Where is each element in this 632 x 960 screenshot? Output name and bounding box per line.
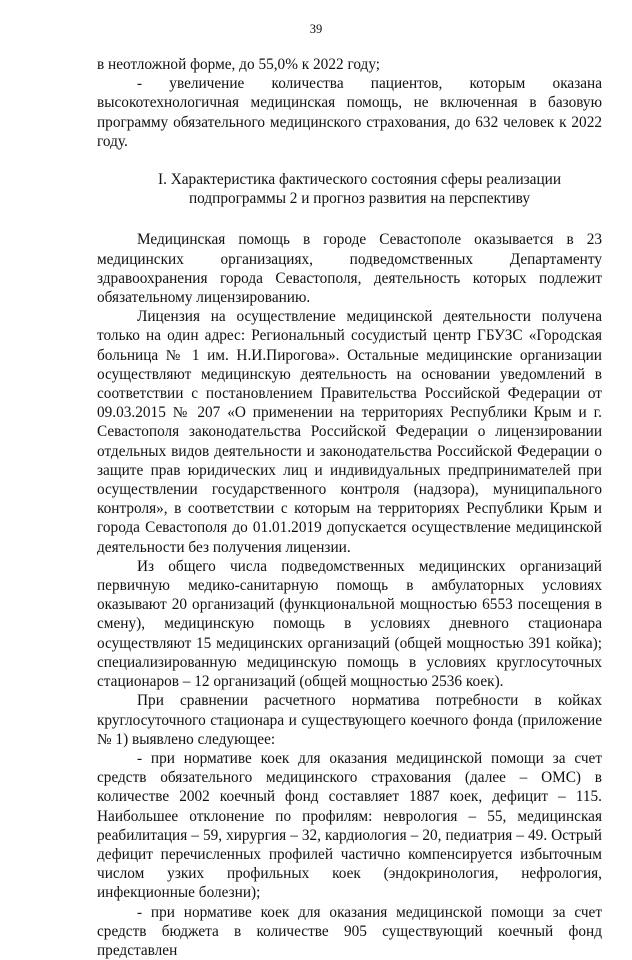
section-heading-line: подпрограммы 2 и прогноз развития на перспективу [188,190,531,208]
paragraph: Из общего числа подведомственных медицинских организаций первичную медико-санитарную помощь в амбулаторных условиях оказывают 20 организаций (функциональной мощностью 6553 посещения в смену), медицинскую помощь в условиях дневного стационара осуществляют 15 медицинских организаций (общей мощностью 391 койка); специализированную медицинскую помощь в условиях круглосуточных стационаров – 12 организаций (общей мощностью 2536 коек). [97,557,602,691]
section-heading-line: I. Характеристика фактического состояния сферы реализации [157,171,562,189]
paragraph: Медицинская помощь в городе Севастополе оказывается в 23 медицинских организациях, подведомственных Департаменту здравоохранения города Севастополя, деятельность которых подлежит обязательному лицензированию. [97,231,602,307]
paragraph: - увеличение количества пациентов, которым оказана высокотехнологичная медицинская помощь, не включенная в базовую программу обязательного медицинского страхования, до 632 человек к 2022 году. [97,75,602,150]
paragraph: Лицензия на осуществление медицинской деятельности получена только на один адрес: Региональный сосудистый центр ГБУЗС «Городская больница № 1 им. Н.И.Пирогова». Остальные медицинские организации осуществляют медицинскую деятельность на основании уведомлений в соответствии с постановлением Правительства Российской Федерации от 09.03.2015 № 207 «О применении на территориях Республики Крым и г. Севастополя законодательства Российской Федерации о лицензировании отдельных видов деятельности и законодательства Российской Федерации о защите прав юридических лиц и индивидуальных предпринимателей при осуществлении государственного контроля (надзора), муниципального контроля», в соответствии с которым на территориях Республики Крым и города Севастополя до 01.01.2019 допускается осуществление медицинской деятельности без получения лицензии. [97,308,602,556]
page-number: 39 [309,22,323,36]
section-heading [97,170,602,208]
paragraph: в неотложной форме, до 55,0% к 2022 году; [97,56,381,73]
paragraph: При сравнении расчетного норматива потребности в койках круглосуточного стационара и существующего коечного фонда (приложение № 1) выявлено следующее: [97,692,602,748]
paragraph: - при нормативе коек для оказания медицинской помощи за счет средств обязательного медицинского страхования (далее – ОМС) в количестве 2002 коечный фонд составляет 1887 коек, дефицит – 115. Наибольшее отклонение по профилям: неврология – 55, медицинская реабилитация – 59, хирургия – 32, кардиология – 20, педиатрия – 49. Острый дефицит перечисленных профилей частично компенсируется избыточным числом узких профильных коек (эндокринология, нефрология, инфекционные болезни); [97,749,602,902]
paragraph: - при нормативе коек для оказания медицинской помощи за счет средств бюджета в количестве 905 существующий коечный фонд представлен [97,903,602,959]
document-body [97,55,602,960]
